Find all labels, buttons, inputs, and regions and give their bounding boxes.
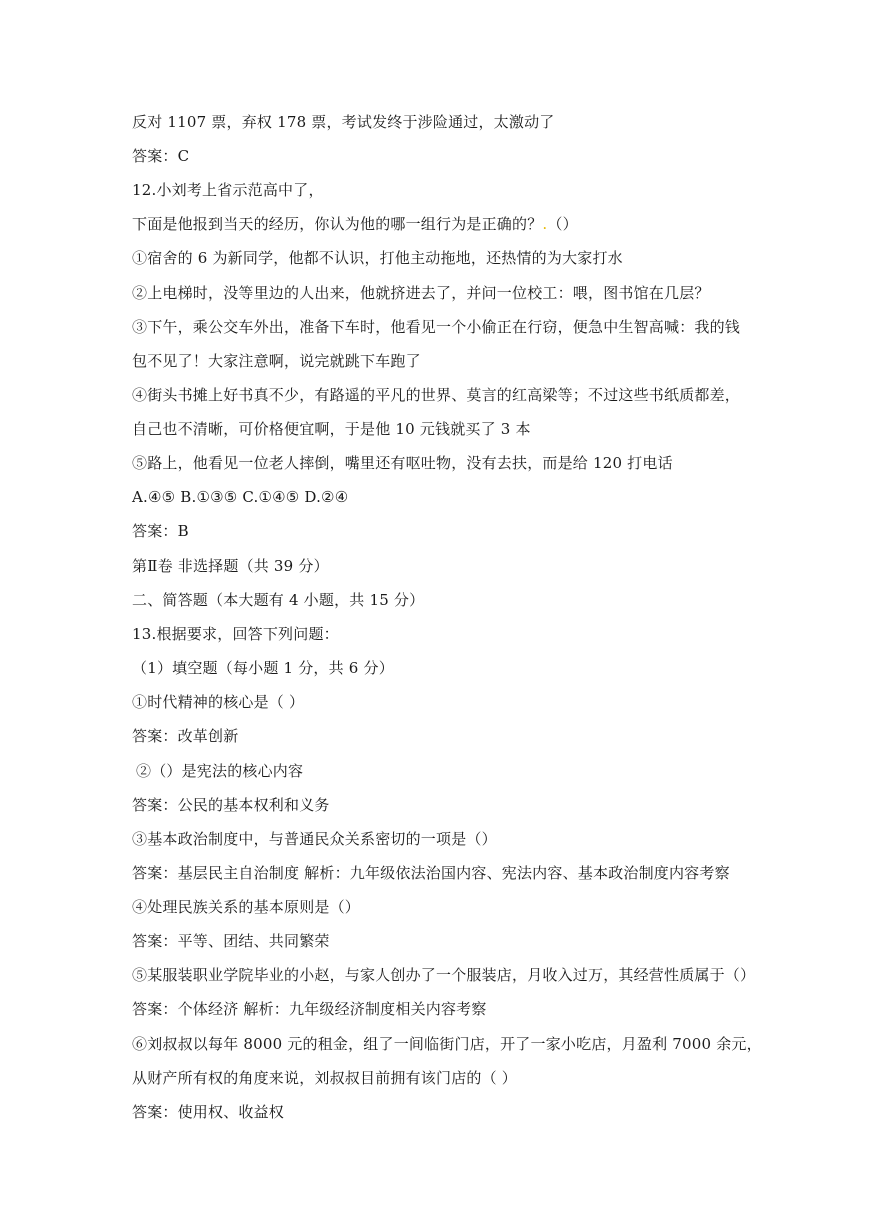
- fill-in-4: ④处理民族关系的基本原则是（）: [132, 898, 361, 916]
- answer-line: 答案：公民的基本权利和义务: [132, 796, 330, 814]
- answer-line: 答案：使用权、收益权: [132, 1103, 285, 1121]
- fill-in-1: ①时代精神的核心是（ ）: [132, 693, 305, 711]
- option-4-line-cont: 自己也不清晰，可价格便宜啊，于是他 10 元钱就买了 3 本: [132, 420, 531, 438]
- option-2-line: ②上电梯时，没等里边的人出来，他就挤进去了，并问一位校工：喂，图书馆在几层？: [132, 284, 710, 302]
- fill-in-heading: （1）填空题（每小题 1 分，共 6 分）: [132, 659, 394, 677]
- choices-line: A.④⑤ B.①③⑤ C.①④⑤ D.②④: [132, 488, 349, 506]
- question-12-blank: （）: [547, 215, 578, 233]
- yellow-dot: .: [542, 215, 548, 233]
- fill-in-6: ⑥刘叔叔以每年 8000 元的租金，组了一间临街门店，开了一家小吃店，月盈利 7000 余元，: [132, 1035, 762, 1053]
- text-line-votes: 反对 1107 票，弃权 178 票，考试发终于涉险通过，太激动了: [132, 113, 555, 131]
- subsection-heading: 二、简答题（本大题有 4 小题，共 15 分）: [132, 591, 425, 609]
- fill-in-5: ⑤某服装职业学院毕业的小赵，与家人创办了一个服装店，月收入过万，其经营性质属于（）: [132, 966, 756, 984]
- question-12-stem-text: 下面是他报到当天的经历，你认为他的哪一组行为是正确的？: [132, 215, 543, 233]
- question-12-title: 12.小刘考上省示范高中了，: [132, 181, 324, 199]
- fill-in-2: ②（）是宪法的核心内容: [136, 762, 304, 780]
- section-heading: 第Ⅱ卷 非选择题（共 39 分）: [132, 557, 329, 575]
- option-1-line: ①宿舍的 6 为新同学，他都不认识，打他主动拖地，还热情的为大家打水: [132, 249, 623, 267]
- answer-line: 答案：个体经济 解析：九年级经济制度相关内容考察: [132, 1000, 487, 1018]
- fill-in-3: ③基本政治制度中，与普通民众关系密切的一项是（）: [132, 830, 497, 848]
- fill-in-6-cont: 从财产所有权的角度来说，刘叔叔目前拥有该门店的（ ）: [132, 1069, 517, 1087]
- option-4-line: ④街头书摊上好书真不少，有路遥的平凡的世界、莫言的红高梁等；不过这些书纸质都差，: [132, 386, 741, 404]
- answer-line: 答案：平等、团结、共同繁荣: [132, 932, 330, 950]
- question-13-title: 13.根据要求，回答下列问题：: [132, 625, 339, 643]
- answer-line: 答案：基层民主自治制度 解析：九年级依法治国内容、宪法内容、基本政治制度内容考察: [132, 864, 730, 882]
- option-3-line-cont: 包不见了！大家注意啊，说完就跳下车跑了: [132, 352, 421, 370]
- option-3-line: ③下午，乘公交车外出，准备下车时，他看见一个小偷正在行窃，便急中生智高喊：我的钱: [132, 318, 741, 336]
- answer-line: 答案：改革创新: [132, 727, 239, 745]
- option-5-line: ⑤路上，他看见一位老人摔倒，嘴里还有呕吐物，没有去扶，而是给 120 打电话: [132, 454, 673, 472]
- question-12-stem: [132, 214, 749, 234]
- answer-line: 答案：B: [132, 522, 189, 540]
- answer-line: 答案：C: [132, 147, 190, 165]
